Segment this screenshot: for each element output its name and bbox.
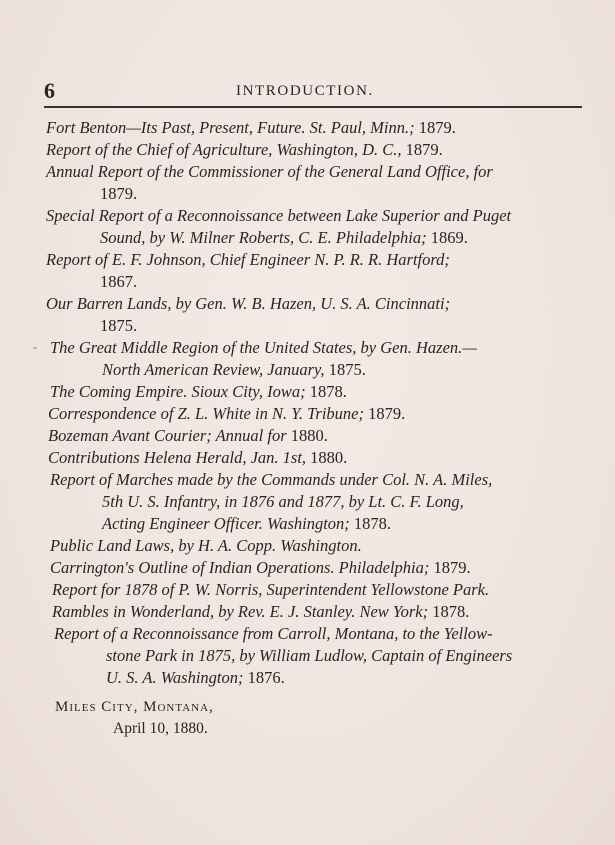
page-number: 6 bbox=[44, 78, 55, 103]
bibliography-line: 5th U. S. Infantry, in 1876 and 1877, by Lt. C. F. Long, bbox=[102, 492, 464, 511]
bibliography-line: stone Park in 1875, by William Ludlow, Captain of Engineers bbox=[106, 646, 513, 665]
bibliography-line: Sound, by W. Milner Roberts, C. E. Philadelphia; 1869. bbox=[100, 228, 468, 247]
bibliography-line: Fort Benton—Its Past, Present, Future. St. Paul, Minn.; 1879. bbox=[46, 118, 456, 137]
bibliography-line: The Great Middle Region of the United States, by Gen. Hazen.— bbox=[50, 338, 477, 357]
bibliography-line: Report for 1878 of P. W. Norris, Superintendent Yellowstone Park. bbox=[52, 580, 490, 599]
bibliography-line: The Coming Empire. Sioux City, Iowa; 1878. bbox=[50, 382, 347, 401]
bibliography-line: Report of the Chief of Agriculture, Washington, D. C., 1879. bbox=[46, 140, 443, 159]
bibliography-line: 1875. bbox=[100, 316, 138, 335]
bibliography-line: North American Review, January, 1875. bbox=[102, 360, 366, 379]
bibliography-line: 1867. bbox=[100, 272, 138, 291]
bibliography-line: Annual Report of the Commissioner of the General Land Office, for bbox=[46, 162, 493, 181]
bibliography-line: Bozeman Avant Courier; Annual for 1880. bbox=[48, 426, 328, 445]
bibliography-line: Correspondence of Z. L. White in N. Y. Tribune; 1879. bbox=[48, 404, 406, 423]
bibliography-line: Our Barren Lands, by Gen. W. B. Hazen, U. S. A. Cincinnati; bbox=[46, 294, 451, 313]
running-head: INTRODUCTION. bbox=[236, 83, 374, 99]
bibliography-line: Special Report of a Reconnoissance between Lake Superior and Puget bbox=[46, 206, 512, 225]
bibliography-line: U. S. A. Washington; 1876. bbox=[106, 668, 285, 687]
bibliography-line: Acting Engineer Officer. Washington; 1878. bbox=[102, 514, 392, 533]
signature-date: April 10, 1880. bbox=[113, 720, 208, 737]
bibliography-line: Carrington's Outline of Indian Operations. Philadelphia; 1879. bbox=[50, 558, 471, 577]
bibliography-line: Rambles in Wonderland, by Rev. E. J. Stanley. New York; 1878. bbox=[52, 602, 470, 621]
bibliography-line: Contributions Helena Herald, Jan. 1st, 1880. bbox=[48, 448, 348, 467]
bibliography-line: 1879. bbox=[100, 184, 138, 203]
margin-mark: - bbox=[33, 340, 37, 354]
bibliography-line: Public Land Laws, by H. A. Copp. Washington. bbox=[50, 536, 362, 555]
signature-place: Miles City, Montana, bbox=[55, 699, 214, 715]
bibliography-line: Report of E. F. Johnson, Chief Engineer N. P. R. R. Hartford; bbox=[46, 250, 450, 269]
page-header bbox=[44, 80, 584, 102]
bibliography-line: Report of a Reconnoissance from Carroll, Montana, to the Yellow- bbox=[54, 624, 493, 643]
header-rule bbox=[44, 106, 582, 108]
bibliography-line: Report of Marches made by the Commands under Col. N. A. Miles, bbox=[50, 470, 493, 489]
